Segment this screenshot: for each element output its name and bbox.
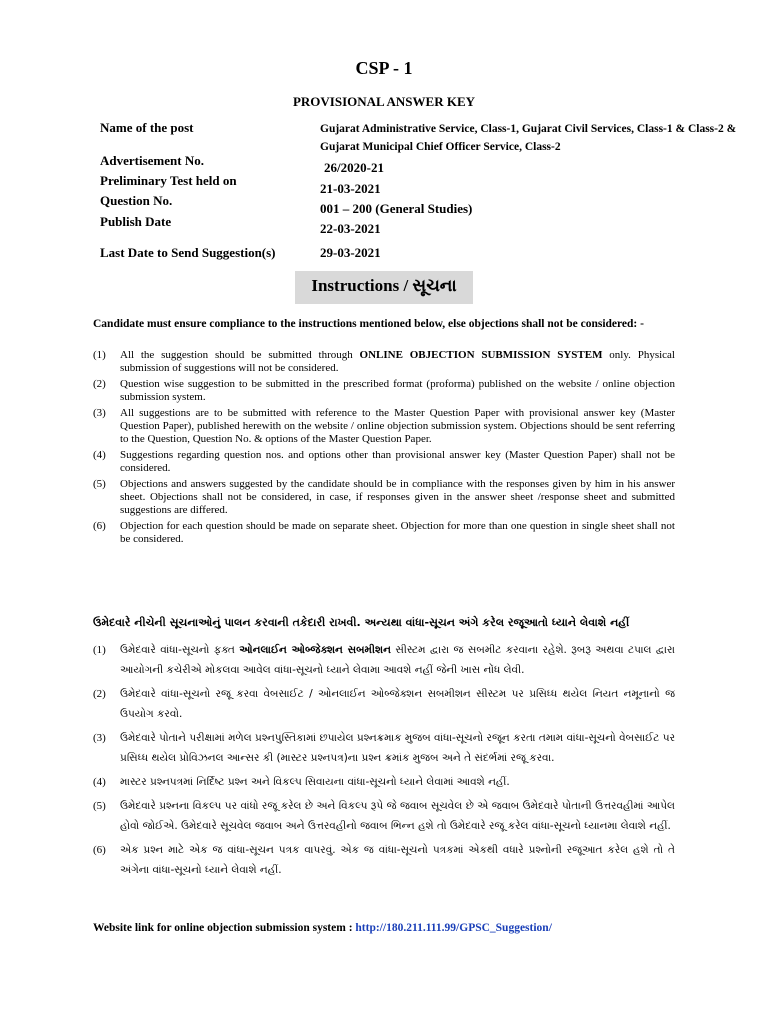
item-number: (2) [93, 688, 106, 700]
item-number: (1) [93, 349, 106, 361]
item-number: (3) [93, 407, 106, 419]
item-number: (3) [93, 732, 106, 744]
website-label: Website link for online objection submission system : [93, 922, 356, 934]
item-number: (2) [93, 378, 106, 390]
list-item [93, 449, 675, 475]
question-label: Question No. [100, 193, 173, 208]
item-number: (1) [93, 644, 106, 656]
item-text: Objections and answers suggested by the candidate should be in compliance with the responses given by him in his answer sheet. Objections shall not be considered, in case, if responses given in the answer sheet /response sheet and submitted suggestions are differed. [120, 478, 675, 516]
instructions-intro: Candidate must ensure compliance to the instructions mentioned below, else objections shall not be considered: - [93, 318, 644, 330]
item-number: (6) [93, 844, 106, 856]
post-label: Name of the post [100, 120, 194, 135]
item-text: માસ્ટર પ્રશ્નપત્રમાં નિર્દિષ્ટ પ્રશ્ન અને વિકલ્પ સિવાયના વાંધા-સૂચનો ધ્યાને લેવામાં આવશે નહીં. [120, 776, 510, 788]
instructions-heading: Instructions / સૂચના [311, 276, 457, 295]
item-text: ઉમેદવારે વાંધા-સૂચનો ફક્ત ઓનલાઈન ઓબ્જેક્શન સબમીશન સીસ્ટમ દ્વારા જ સબમીટ કરવાના રહેશે. રૂબરૂ અથવા ટપાલ દ્વારા આયોગની કચેરીએ મોકલવા આવેલ વાંધા-સૂચનો ધ્યાને લેવામા આવશે નહીં જેની ખાસ નોંધ લેવી. [120, 644, 675, 676]
item-text: Question wise suggestion to be submitted in the prescribed format (proforma) published on the website / online objection submission system. [120, 378, 675, 403]
list-item [93, 640, 675, 680]
gujarati-instructions-list [93, 640, 675, 884]
item-text: એક પ્રશ્ન માટે એક જ વાંધા-સૂચન પત્રક વાપરવું. એક જ વાંધા-સૂચનો પત્રકમાં એકથી વધારે પ્રશ્નોની રજૂઆત કરેલ હશે તો તે અંગેના વાંધા-સૂચનો ધ્યાને લેવાશે નહીં. [120, 844, 675, 876]
list-item [93, 840, 675, 880]
prelim-value: 21-03-2021 [320, 181, 381, 196]
website-link[interactable]: http://180.211.111.99/GPSC_Suggestion/ [355, 922, 552, 934]
list-item [93, 520, 675, 546]
item-text: Suggestions regarding question nos. and options other than provisional answer key (Master Question Paper) shall not be considered. [120, 449, 675, 474]
question-value: 001 – 200 (General Studies) [320, 201, 473, 216]
item-emphasis: ઓનલાઈન ઓબ્જેક્શન સબમીશન [239, 644, 391, 656]
last-date-label: Last Date to Send Suggestion(s) [100, 245, 276, 260]
list-item [93, 407, 675, 446]
gujarati-instructions-intro: ઉમેદવારે નીચેની સૂચનાઓનું પાલન કરવાની તકેદારી રાખવી. અન્યથા વાંધા-સૂચન અંગે કરેલ રજૂઆતો ધ્યાને લેવાશે નહીં [93, 616, 630, 629]
item-text: All the suggestion should be submitted through ONLINE OBJECTION SUBMISSION SYSTEM only. Physical submission of suggestions will not be considered. [120, 349, 675, 374]
publish-label: Publish Date [100, 214, 172, 229]
advertisement-label: Advertisement No. [100, 153, 204, 168]
item-number: (5) [93, 478, 106, 490]
list-item [93, 728, 675, 768]
post-value: Gujarat Administrative Service, Class-1, Gujarat Civil Services, Class-1 & Class-2 & Gujarat Municipal Chief Officer Service, Class-2 [320, 123, 737, 153]
item-emphasis: ONLINE OBJECTION SUBMISSION SYSTEM [359, 349, 603, 361]
item-text: All suggestions are to be submitted with reference to the Master Question Paper with provisional answer key (Master Question Paper), published herewith on the website / online objection submission system. Objections should be sent referring to the Question, Question No. & options of the Master Question Paper. [120, 407, 675, 445]
list-item [93, 772, 675, 792]
item-text: Objection for each question should be made on separate sheet. Objection for more than one question in single sheet shall not be considered. [120, 520, 675, 545]
item-number: (6) [93, 520, 106, 532]
last-date-value: 29-03-2021 [320, 245, 381, 260]
item-number: (5) [93, 800, 106, 812]
item-text: ઉમેદવારે પોતાને પરીક્ષામાં મળેલ પ્રશ્નપુસ્તિકામાં છપાયેલ પ્રશ્નક્રમાક મુજબ વાંધા-સૂચનો રજૂન કરતા તમામ વાંધા-સૂચનો વેબસાઈટ પર પ્રસિધ્ધ થયેલ પ્રોવિઝનલ આન્સર કી (માસ્ટર પ્રશ્નપત્ર)ના પ્રશ્ન ક્રમાંક મુજબ અને તે સંદર્ભમાં રજૂ કરવા. [120, 732, 675, 764]
list-item [93, 378, 675, 404]
document-title: CSP - 1 [355, 58, 413, 78]
publish-value: 22-03-2021 [320, 221, 381, 236]
prelim-label: Preliminary Test held on [100, 173, 237, 188]
list-item [93, 796, 675, 836]
item-number: (4) [93, 776, 106, 788]
english-instructions-list [93, 349, 675, 549]
item-text: ઉમેદવારે પ્રશ્નના વિકલ્પ પર વાંધો રજૂ કરેલ છે અને વિકલ્પ રૂપે જે જવાબ સૂચવેલ છે એ જવાબ ઉમેદવારે પોતાની ઉત્તરવહીમાં આપેલ હોવો જોઈએ. ઉમેદવારે સૂચવેલ જવાબ અને ઉત્તરવહીનો જવાબ ભિન્ન હશે તો ઉમેદવારે રજૂ કરેલ વાંધા-સૂચનો ધ્યાનમા લેવાશે નહીં. [120, 800, 675, 832]
item-number: (4) [93, 449, 106, 461]
document-subtitle: PROVISIONAL ANSWER KEY [292, 94, 476, 109]
list-item [93, 478, 675, 517]
list-item [93, 684, 675, 724]
item-text: ઉમેદવારે વાંધા-સૂચનો રજૂ કરવા વેબસાઈટ / ઓનલાઈન ઓબ્જેક્શન સબમીશન સીસ્ટમ પર પ્રસિધ્ધ થયેલ નિયત નમૂનાનો જ ઉપયોગ કરવો. [120, 688, 675, 720]
website-line [93, 922, 733, 934]
advertisement-value: 26/2020-21 [324, 160, 384, 175]
list-item [93, 349, 675, 375]
